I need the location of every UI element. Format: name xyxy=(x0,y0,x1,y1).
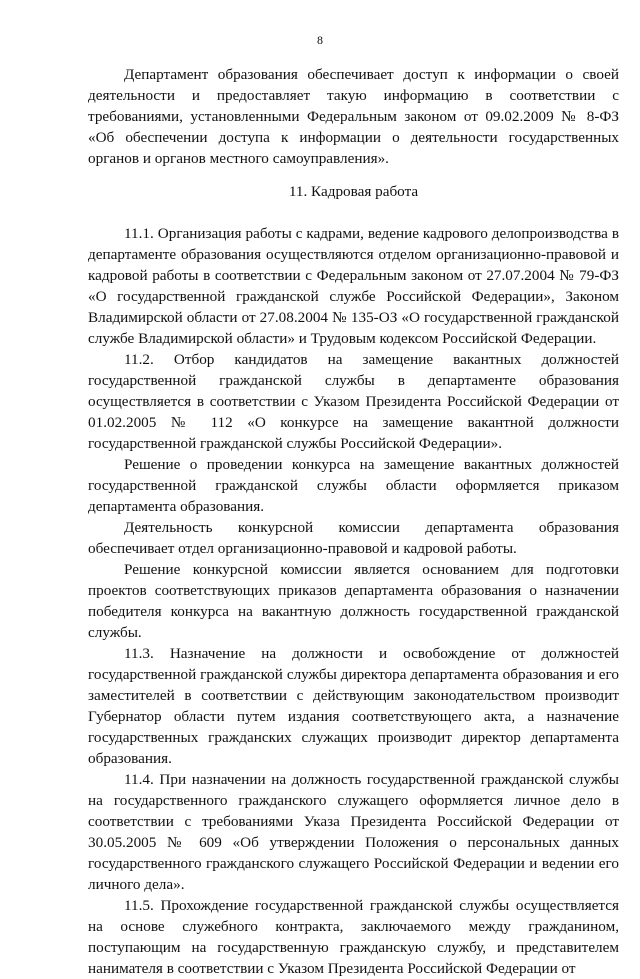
paragraph-11-4: 11.4. При назначении на должность государственной гражданской службы на государственного гражданского служащего оформляется личное дело в соответствии с требованиями Указа Президента Российской Федерации от 30.05.2005 № 609 «Об утверждении Положения о персональных данных государственного гражданского служащего Российской Федерации и ведении его личного дела». xyxy=(88,771,619,893)
paragraph-11-5: 11.5. Прохождение государственной гражданской службы осуществляется на основе служебного контракта, заключаемого между гражданином, поступающим на государственную гражданскую службу, и представителем нанимателя в соответствии с Указом Президента Российской Федерации от xyxy=(88,897,619,977)
paragraph-commission-activity: Деятельность конкурсной комиссии департамента образования обеспечивает отдел организационно-правовой и кадровой работы. xyxy=(88,519,619,557)
document-body xyxy=(88,64,619,979)
section-title: 11. Кадровая работа xyxy=(288,183,419,200)
paragraph-contest-decision: Решение о проведении конкурса на замещение вакантных должностей государственной гражданской службы области оформляется приказом департамента образования. xyxy=(88,456,619,515)
spacer xyxy=(88,169,619,181)
page-number: 8 xyxy=(317,33,323,47)
paragraph-11-1: 11.1. Организация работы с кадрами, ведение кадрового делопроизводства в департаменте образования осуществляются отделом организационно-правовой и кадровой работы в соответствии с Федеральным законом от 27.07.2004 № 79-ФЗ «О государственной гражданской службе Российской Федерации», Законом Владимирской области от 27.08.2004 № 135-ОЗ «О государственной гражданской службе Владимирской области» и Трудовым кодексом Российской Федерации. xyxy=(88,225,619,347)
paragraph-11-2: 11.2. Отбор кандидатов на замещение вакантных должностей государственной гражданской службы в департаменте образования осуществляется в соответствии с Указом Президента Российской Федерации от 01.02.2005 № 112 «О конкурсе на замещение вакантной должности государственной гражданской службы Российской Федерации». xyxy=(88,351,619,452)
paragraph-11-3: 11.3. Назначение на должности и освобождение от должностей государственной гражданской службы директора департамента образования и его заместителей в соответствии с действующим законодательством производит Губернатор области путем издания соответствующего акта, а назначение государственных гражданских служащих производит директор департамента образования. xyxy=(88,645,619,767)
intro-paragraph: Департамент образования обеспечивает доступ к информации о своей деятельности и предоставляет такую информацию в соответствии с требованиями, установленными Федеральным законом от 09.02.2009 № 8-ФЗ «Об обеспечении доступа к информации о деятельности государственных органов и органов местного самоуправления». xyxy=(88,66,619,167)
paragraph-commission-result: Решение конкурсной комиссии является основанием для подготовки проектов соответствующих приказов департамента образования о назначении победителя конкурса на вакантную должность государственной гражданской службы. xyxy=(88,561,619,641)
spacer xyxy=(88,202,619,223)
